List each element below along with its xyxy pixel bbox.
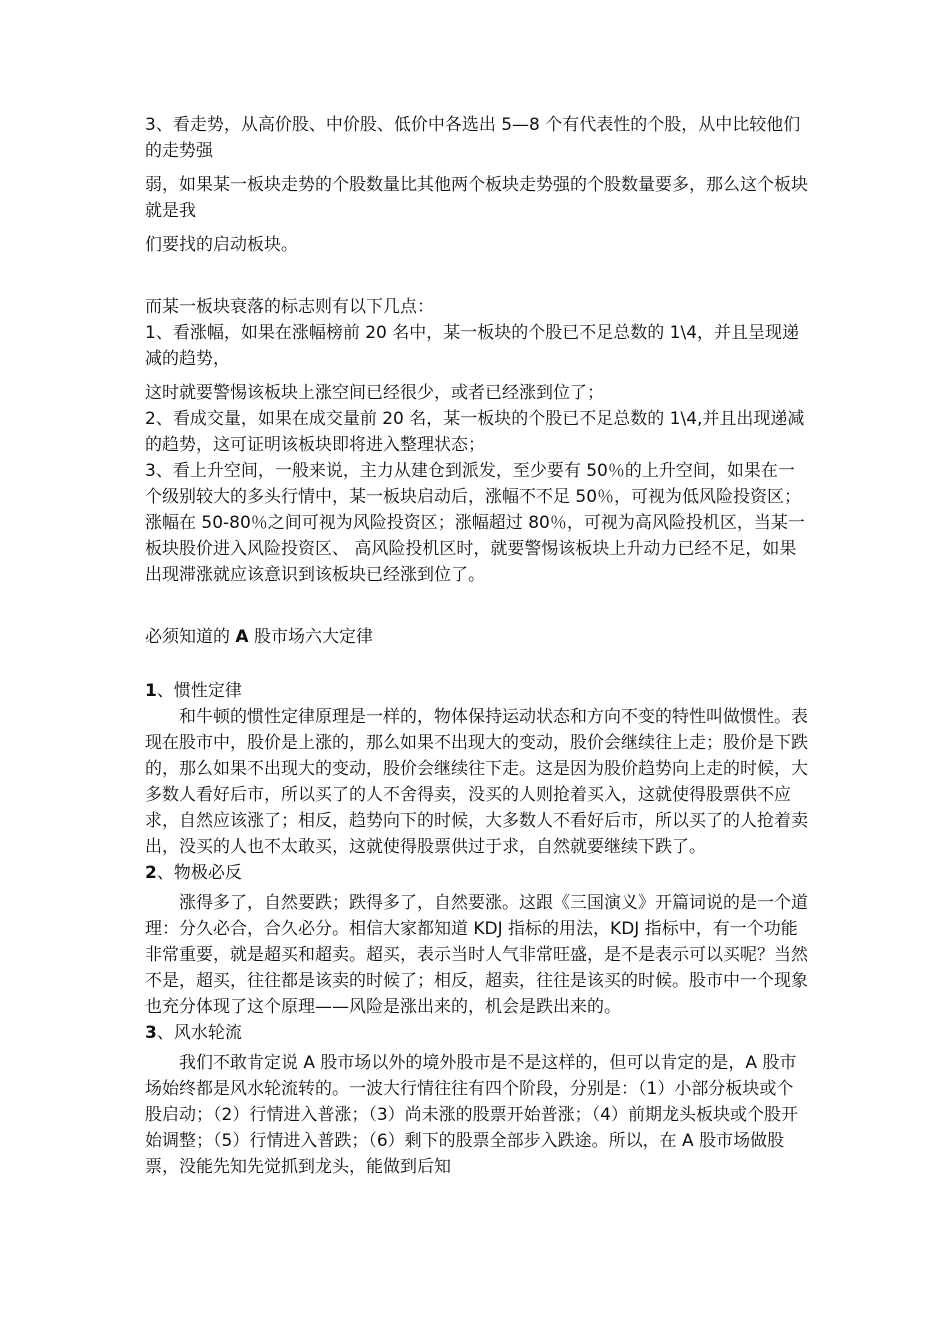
decline-point-1: 1、看涨幅，如果在涨幅榜前 20 名中，某一板块的个股已不足总数的 1\4，并且呈现递减的趋势， (145, 323, 800, 369)
section-title-bold: A (235, 627, 249, 647)
section-title-post: 股市场六大定律 (248, 627, 373, 647)
rule-number: 2 (145, 863, 157, 883)
intro-paragraph-2: 弱，如果某一板块走势的个股数量比其他两个板块走势强的个股数量要多，那么这个板块就是我 (145, 175, 808, 221)
decline-point-2: 2、看成交量，如果在成交量前 20 名，某一板块的个股已不足总数的 1\4,并且出现递减的趋势，这可证明该板块即将进入整理状态； (145, 409, 805, 455)
decline-point-1-cont: 这时就要警惕该板块上涨空间已经很少，或者已经涨到位了； (145, 383, 604, 403)
rule-title: 、风水轮流 (156, 1023, 242, 1043)
rule-body-2: 涨得多了，自然要跌；跌得多了，自然要涨。这跟《三国演义》开篇词说的是一个道理：分久必合，合久必分。相信大家都知道 KDJ 指标的用法，KDJ 指标中，有一个功能非常重要，就是超买和超卖。超买，表示当时人气非常旺盛，是不是表示可以买呢？当然不是，超买，往往都是该卖的时候了；相反，超卖，往往是该买的时候。股市中一个现象也充分体现了这个原理——风险是涨出来的，机会是跌出来的。 (145, 893, 808, 1017)
section-title-pre: 必须知道的 (145, 627, 236, 647)
rule-heading-1 (145, 678, 810, 704)
decline-lead: 而某一板块衰落的标志则有以下几点： (145, 297, 434, 317)
intro-paragraph-3: 们要找的启动板块。 (145, 235, 298, 255)
rule-heading-3 (145, 1020, 810, 1046)
decline-point-3: 3、看上升空间，一般来说，主力从建仓到派发，至少要有 50％的上升空间，如果在一个级别较大的多头行情中，某一板块启动后，涨幅不不足 50％，可视为低风险投资区；涨幅在 50-80％之间可视为风险投资区；涨幅超过 80％，可视为高风险投机区，当某一板块股价进入风险投资区、 高风险投机区时，就要警惕该板块上升动力已经不足，如果出现滞涨就应该意识到该板块已经涨到位了。 (145, 461, 805, 585)
rule-title: 、惯性定律 (156, 681, 242, 701)
rule-body-3: 我们不敢肯定说 A 股市场以外的境外股市是不是这样的，但可以肯定的是，A 股市场始终都是风水轮流转的。一波大行情往往有四个阶段，分别是：（1）小部分板块或个股启动；（2）行情进入普涨；（3）尚未涨的股票开始普涨；（4）前期龙头板块或个股开始调整；（5）行情进入普跌；（6）剩下的股票全部步入跌途。所以，在 A 股市场做股票，没能先知先觉抓到龙头，能做到后知 (145, 1053, 798, 1177)
rule-title: 、物极必反 (156, 863, 242, 883)
intro-paragraph-1: 3、看走势，从高价股、中价股、低价中各选出 5—8 个有代表性的个股，从中比较他们的走势强 (145, 115, 801, 161)
rule-number: 1 (145, 681, 157, 701)
rule-body-1: 和牛顿的惯性定律原理是一样的，物体保持运动状态和方向不变的特性叫做惯性。表现在股市中，股价是上涨的，那么如果不出现大的变动，股价会继续往上走；股价是下跌的，那么如果不出现大的变动，股价会继续往下走。这是因为股价趋势向上走的时候，大多数人看好后市，所以买了的人不舍得卖，没买的人则抢着买入，这就使得股票供不应求，自然应该涨了；相反，趋势向下的时候，大多数人不看好后市，所以买了的人抢着卖出，没买的人也不太敢买，这就使得股票供过于求，自然就要继续下跌了。 (145, 707, 808, 857)
rule-heading-2 (145, 860, 810, 886)
document-page (145, 112, 810, 1180)
section-title (145, 624, 810, 650)
rule-number: 3 (145, 1023, 157, 1043)
